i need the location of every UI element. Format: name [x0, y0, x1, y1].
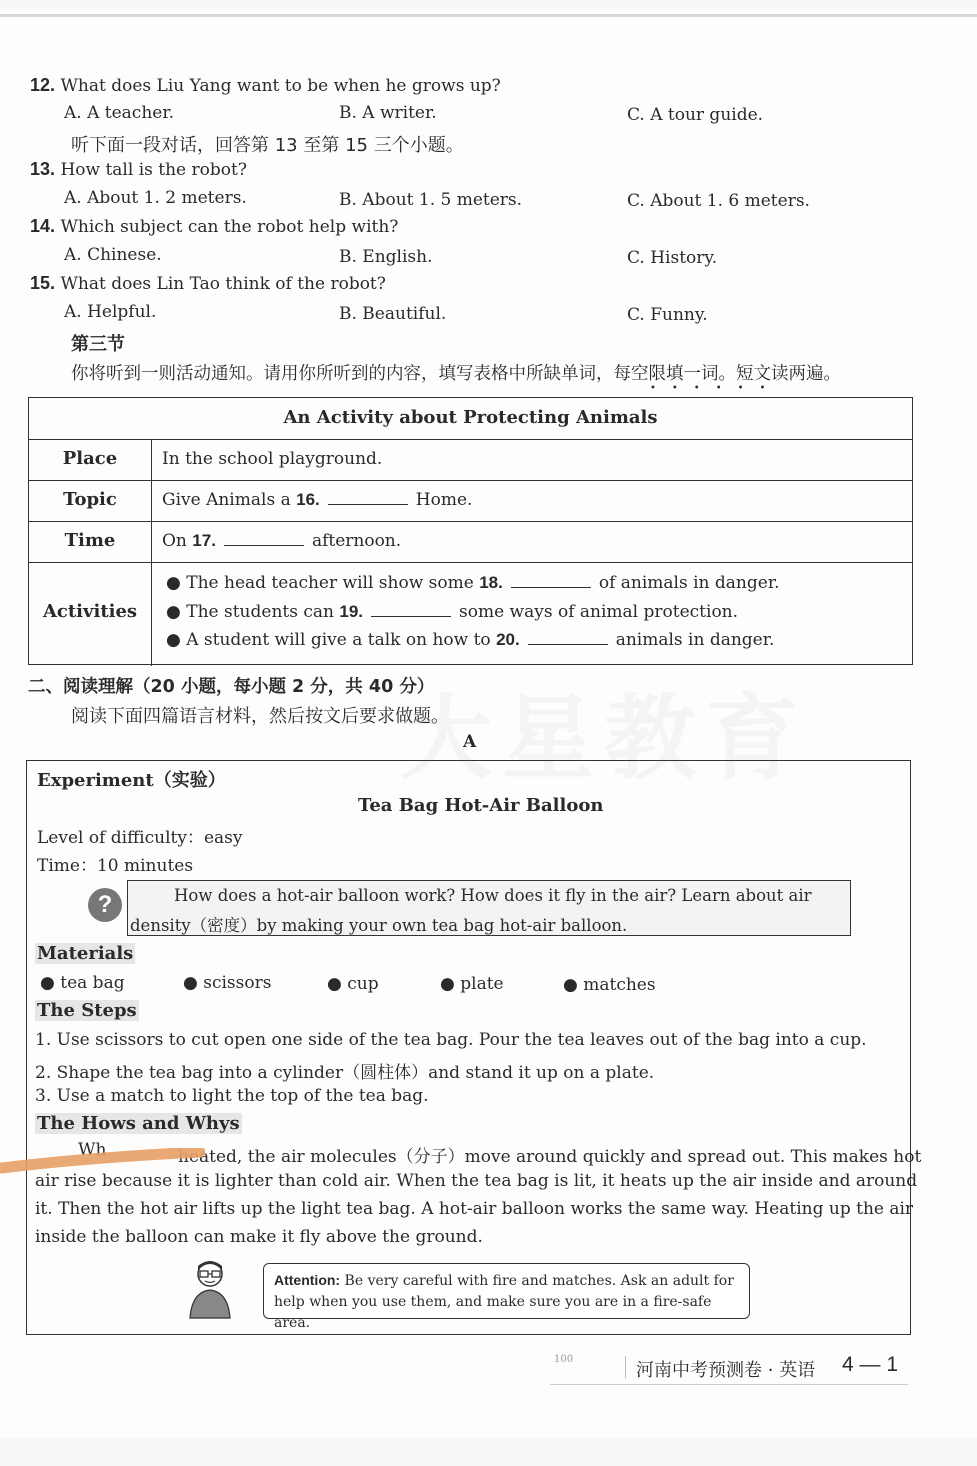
material-cup: ● cup	[327, 974, 379, 994]
topic-label: Topic	[63, 489, 117, 510]
blank-20[interactable]	[528, 630, 608, 645]
passage-letter: A	[463, 732, 477, 752]
question-callout	[127, 880, 851, 936]
attention-line-2: help when you use them, and make sure you are in a fire-safe area.	[274, 1294, 712, 1331]
q15-option-c: C. Funny.	[627, 305, 708, 325]
q15-option-b: B. Beautiful.	[339, 304, 447, 324]
question-14: 14. Which subject can the robot help with?	[30, 216, 399, 237]
question-icon: ?	[88, 888, 122, 922]
activity-2: ● The students can 19. some ways of animal protection.	[166, 602, 739, 622]
hows-fragment: Wh	[78, 1140, 107, 1160]
q12-option-b: B. A writer.	[339, 103, 437, 123]
publisher-logo: 100	[554, 1354, 574, 1365]
section-3-title: 第三节	[71, 334, 125, 355]
experiment-label: Experiment（实验）	[37, 770, 226, 791]
topic-value: Give Animals a 16. Home.	[162, 490, 473, 510]
question-12: 12. What does Liu Yang want to be when he grows up?	[30, 75, 501, 96]
activity-3: ● A student will give a talk on how to 20. animals in danger.	[166, 630, 775, 650]
row-topic	[29, 480, 912, 522]
q13-option-c: C. About 1. 6 meters.	[627, 191, 810, 211]
activities-label: Activities	[42, 601, 138, 622]
q14-option-a: A. Chinese.	[64, 245, 162, 265]
callout-line-2: density（密度）by making your own tea bag hot-air balloon.	[130, 916, 628, 935]
notice-table	[28, 397, 913, 665]
part-2-instruction: 阅读下面四篇语言材料，然后按文后要求做题。	[71, 706, 449, 727]
question-15: 15. What does Lin Tao think of the robot?	[30, 273, 386, 294]
row-time	[29, 521, 912, 563]
part-2-title: 二、阅读理解（20 小题，每小题 2 分，共 40 分）	[28, 677, 435, 697]
attention-line-1: Attention: Be very careful with fire and matches. Ask an adult for	[274, 1272, 734, 1289]
callout-line-1: How does a hot-air balloon work? How does it fly in the air? Learn about air	[174, 886, 812, 905]
q15-option-a: A. Helpful.	[64, 302, 157, 322]
hows-line-3: it. Then the hot air lifts up the light tea bag. A hot-air balloon works the same way. Heating up the air	[35, 1199, 914, 1219]
hows-line-2: air rise because it is lighter than cold air. When the tea bag is lit, it heats up the air inside and around	[35, 1171, 918, 1191]
notice-title: An Activity about Protecting Animals	[283, 407, 658, 428]
q14-option-c: C. History.	[627, 248, 718, 268]
duration: Time：10 minutes	[37, 856, 194, 876]
time-value: On 17. afternoon.	[162, 531, 402, 551]
steps-heading: The Steps	[37, 1000, 137, 1021]
section-3-instruction: 你将听到一则活动通知。请用你所听到的内容，填写表格中所缺单词，每空限填一词。短文读两遍。	[71, 364, 841, 384]
material-plate: ● plate	[440, 974, 504, 994]
blank-16[interactable]	[328, 490, 408, 505]
top-rule	[0, 14, 977, 17]
page-footer	[550, 1352, 908, 1385]
instruction-13-15: 听下面一段对话，回答第 13 至第 15 三个小题。	[71, 135, 464, 156]
q13-option-a: A. About 1. 2 meters.	[64, 188, 247, 208]
row-activities	[29, 562, 912, 667]
q14-option-b: B. English.	[339, 247, 433, 267]
step-1: 1. Use scissors to cut open one side of the tea bag. Pour the tea leaves out of the bag into a cup.	[35, 1030, 867, 1050]
attention-callout	[263, 1263, 750, 1331]
footer-page: 4 — 1	[842, 1353, 899, 1376]
hows-whys-heading: The Hows and Whys	[37, 1113, 240, 1134]
blank-18[interactable]	[511, 573, 591, 588]
material-tea-bag: ● tea bag	[40, 973, 125, 993]
materials-heading: Materials	[37, 943, 134, 964]
difficulty: Level of difficulty：easy	[37, 828, 243, 848]
blank-19[interactable]	[371, 602, 451, 617]
time-label: Time	[64, 530, 116, 551]
emphasis-dots: ••••••	[650, 383, 782, 394]
activity-1: ● The head teacher will show some 18. of animals in danger.	[166, 573, 780, 593]
teacher-avatar-icon	[188, 1258, 232, 1320]
row-place	[29, 439, 912, 481]
q13-option-b: B. About 1. 5 meters.	[339, 190, 523, 210]
footer-divider	[625, 1356, 626, 1378]
footer-title: 河南中考预测卷 · 英语	[636, 1360, 816, 1381]
highlighter-stroke	[0, 1148, 205, 1174]
place-label: Place	[62, 448, 118, 469]
question-13: 13. How tall is the robot?	[30, 159, 247, 180]
q12-option-c: C. A tour guide.	[627, 105, 764, 125]
q12-option-a: A. A teacher.	[64, 103, 174, 123]
blank-17[interactable]	[224, 531, 304, 546]
step-2: 2. Shape the tea bag into a cylinder（圆柱体）and stand it up on a plate.	[35, 1063, 655, 1083]
place-value: In the school playground.	[162, 449, 383, 469]
hows-line-1: heated, the air molecules（分子）move around quickly and spread out. This makes hot	[178, 1147, 922, 1167]
passage-title: Tea Bag Hot-Air Balloon	[358, 795, 604, 816]
step-3: 3. Use a match to light the top of the tea bag.	[35, 1086, 429, 1106]
material-matches: ● matches	[563, 975, 656, 995]
material-scissors: ● scissors	[183, 973, 272, 993]
hows-line-4: inside the balloon can make it fly above the ground.	[35, 1227, 483, 1247]
